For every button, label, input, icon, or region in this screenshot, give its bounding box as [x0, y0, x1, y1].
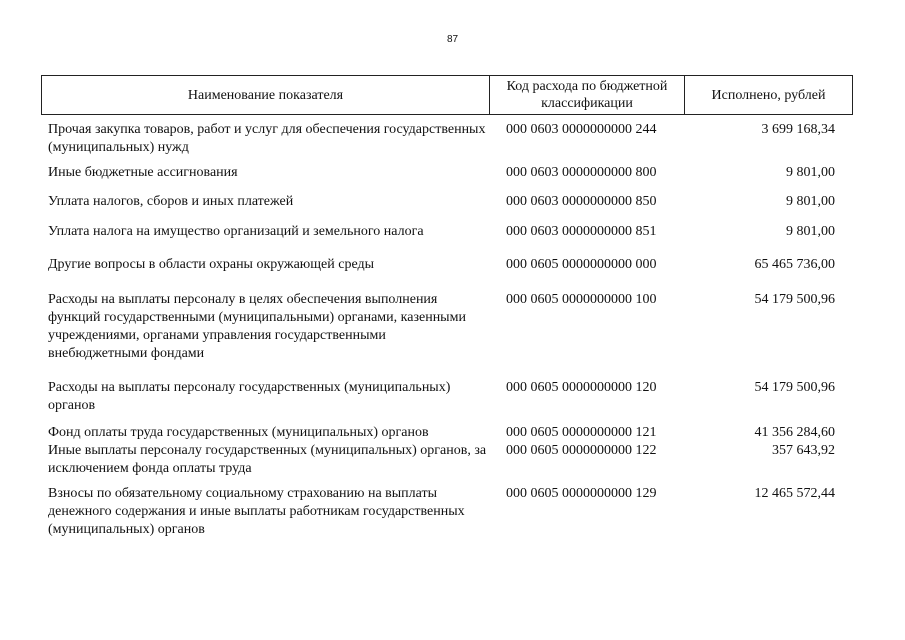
row-value: 65 465 736,00 [754, 257, 835, 272]
row-code: 000 0603 0000000000 850 [506, 194, 657, 209]
row-name: Расходы на выплаты персоналу в целях обеспечения выполнения функций государственными (муниципальными) органами, казенными учреждениями, органами управления государственными внебюджетными фондами [48, 292, 466, 361]
row-code: 000 0605 0000000000 120 [506, 380, 657, 395]
row-name: Расходы на выплаты персоналу государственных (муниципальных) органов [48, 380, 451, 413]
row-name: Уплата налогов, сборов и иных платежей [48, 194, 294, 209]
row-name: Иные выплаты персоналу государственных (муниципальных) органов, за исключением фонда оплаты труда [48, 443, 487, 476]
row-name: Взносы по обязательному социальному страхованию на выплаты денежного содержания и иные выплаты работникам государственных (муниципальных) органов [48, 486, 465, 537]
row-name: Прочая закупка товаров, работ и услуг для обеспечения государственных (муниципальных) нужд [48, 122, 486, 155]
header-code: Код расхода по бюджетной классификации [490, 76, 685, 114]
row-name: Фонд оплаты труда государственных (муниципальных) органов [48, 425, 429, 440]
row-code: 000 0605 0000000000 000 [506, 257, 657, 272]
row-code: 000 0603 0000000000 244 [506, 122, 657, 137]
row-code: 000 0605 0000000000 100 [506, 292, 657, 307]
row-code: 000 0603 0000000000 851 [506, 224, 657, 239]
header-name: Наименование показателя [42, 76, 490, 114]
row-code: 000 0605 0000000000 122 [506, 443, 657, 458]
row-name: Другие вопросы в области охраны окружающей среды [48, 257, 374, 272]
row-value: 9 801,00 [786, 224, 835, 239]
row-value: 41 356 284,60 [754, 425, 835, 440]
row-value: 54 179 500,96 [754, 292, 835, 307]
row-code: 000 0605 0000000000 121 [506, 425, 657, 440]
table-header [41, 75, 853, 115]
row-value: 3 699 168,34 [761, 122, 835, 137]
row-name: Уплата налога на имущество организаций и земельного налога [48, 224, 424, 239]
row-code: 000 0603 0000000000 800 [506, 165, 657, 180]
header-value: Исполнено, рублей [711, 87, 826, 103]
row-value: 9 801,00 [786, 165, 835, 180]
row-value: 54 179 500,96 [754, 380, 835, 395]
row-name: Иные бюджетные ассигнования [48, 165, 238, 180]
row-value: 12 465 572,44 [754, 486, 835, 501]
page-number: 87 [446, 34, 459, 45]
row-value: 9 801,00 [786, 194, 835, 209]
row-value: 357 643,92 [772, 443, 835, 458]
row-code: 000 0605 0000000000 129 [506, 486, 657, 501]
